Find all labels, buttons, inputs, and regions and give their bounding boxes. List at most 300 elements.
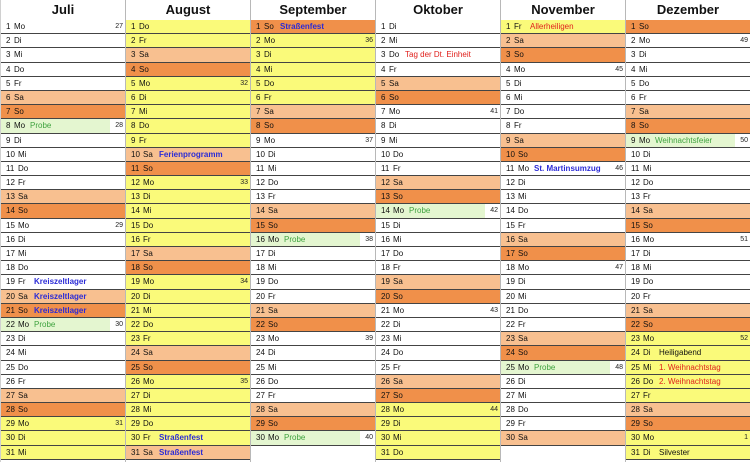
day-cell[interactable] bbox=[626, 318, 750, 332]
day-cell[interactable] bbox=[376, 318, 500, 332]
day-cell[interactable] bbox=[501, 176, 625, 190]
day-number: 9 bbox=[381, 135, 386, 145]
day-number: 22 bbox=[256, 319, 265, 329]
day-number: 19 bbox=[131, 277, 140, 287]
day-number: 30 bbox=[6, 433, 15, 443]
day-cell[interactable] bbox=[376, 403, 500, 417]
day-cell[interactable] bbox=[251, 190, 375, 204]
week-number: 32 bbox=[240, 79, 248, 87]
day-cell[interactable] bbox=[626, 346, 750, 360]
week-number: 27 bbox=[115, 23, 123, 30]
day-cell[interactable] bbox=[501, 375, 625, 389]
week-number: 40 bbox=[365, 434, 373, 442]
day-cell[interactable] bbox=[1, 403, 125, 417]
day-number: 18 bbox=[6, 263, 15, 273]
weekday-label: So bbox=[393, 192, 403, 202]
day-cell[interactable] bbox=[251, 91, 375, 105]
day-number: 13 bbox=[506, 192, 515, 202]
day-cell[interactable] bbox=[626, 91, 750, 105]
day-cell[interactable] bbox=[1, 332, 125, 346]
day-cell[interactable] bbox=[626, 261, 750, 275]
day-cell[interactable] bbox=[1, 91, 125, 105]
day-cell[interactable] bbox=[126, 233, 250, 247]
day-cell[interactable] bbox=[1, 318, 125, 332]
day-cell[interactable] bbox=[1, 63, 125, 77]
weekday-label: Mo bbox=[393, 305, 405, 315]
day-cell[interactable] bbox=[501, 332, 625, 346]
day-cell[interactable] bbox=[626, 162, 750, 176]
day-cell[interactable] bbox=[1, 431, 125, 445]
weekday-label: Do bbox=[643, 376, 654, 386]
day-cell[interactable] bbox=[251, 318, 375, 332]
day-cell[interactable] bbox=[126, 247, 250, 261]
day-cell[interactable] bbox=[251, 431, 375, 445]
day-cell[interactable] bbox=[626, 148, 750, 162]
day-cell[interactable] bbox=[501, 204, 625, 218]
day-cell[interactable] bbox=[501, 34, 625, 48]
day-number: 12 bbox=[506, 178, 515, 188]
weekday-label: Do bbox=[518, 206, 529, 216]
day-number: 28 bbox=[131, 405, 140, 415]
weekday-label: Mi bbox=[643, 163, 652, 173]
day-number: 8 bbox=[256, 121, 261, 131]
day-cell[interactable] bbox=[626, 304, 750, 318]
weekday-label: Fr bbox=[389, 64, 397, 74]
day-cell[interactable] bbox=[126, 34, 250, 48]
day-cell[interactable] bbox=[126, 403, 250, 417]
day-number: 6 bbox=[631, 92, 636, 102]
month-header: Dezember bbox=[656, 2, 720, 17]
day-number: 22 bbox=[131, 319, 140, 329]
day-cell[interactable] bbox=[251, 247, 375, 261]
day-number: 24 bbox=[381, 348, 390, 358]
month-column-august bbox=[125, 0, 250, 462]
day-cell[interactable] bbox=[501, 346, 625, 360]
day-cell[interactable] bbox=[126, 318, 250, 332]
week-number: 50 bbox=[740, 136, 748, 144]
day-cell[interactable] bbox=[376, 389, 500, 403]
day-cell[interactable] bbox=[126, 91, 250, 105]
day-cell[interactable] bbox=[251, 233, 375, 247]
day-cell[interactable] bbox=[626, 190, 750, 204]
day-number: 8 bbox=[381, 121, 386, 131]
day-cell[interactable] bbox=[126, 304, 250, 318]
day-number: 27 bbox=[506, 390, 515, 400]
event-label: St. Martinsumzug bbox=[534, 163, 601, 173]
weekday-label: Di bbox=[268, 149, 276, 159]
weekday-label: Do bbox=[389, 50, 400, 60]
day-cell[interactable] bbox=[501, 275, 625, 289]
day-cell[interactable] bbox=[626, 332, 750, 346]
day-cell[interactable] bbox=[251, 148, 375, 162]
day-cell[interactable] bbox=[251, 105, 375, 119]
day-cell[interactable] bbox=[501, 304, 625, 318]
week-number: 29 bbox=[115, 221, 123, 229]
day-cell[interactable] bbox=[1, 105, 125, 119]
weekday-label: Di bbox=[18, 334, 26, 344]
day-cell[interactable] bbox=[376, 346, 500, 360]
day-cell[interactable] bbox=[251, 375, 375, 389]
weekday-label: Di bbox=[393, 419, 401, 429]
day-cell[interactable] bbox=[126, 134, 250, 148]
day-cell[interactable] bbox=[626, 275, 750, 289]
day-number: 7 bbox=[256, 107, 261, 117]
day-cell[interactable] bbox=[251, 48, 375, 62]
weekday-label: Sa bbox=[639, 107, 649, 117]
weekday-label: Fr bbox=[518, 319, 526, 329]
day-cell[interactable] bbox=[626, 63, 750, 77]
day-cell[interactable] bbox=[251, 346, 375, 360]
weekday-label: Sa bbox=[14, 92, 24, 102]
day-cell[interactable] bbox=[626, 389, 750, 403]
day-cell[interactable] bbox=[626, 204, 750, 218]
day-cell[interactable] bbox=[501, 318, 625, 332]
day-cell[interactable] bbox=[626, 446, 750, 460]
day-cell[interactable] bbox=[126, 446, 250, 460]
weekday-label: So bbox=[639, 121, 649, 131]
day-cell[interactable] bbox=[126, 204, 250, 218]
day-cell[interactable] bbox=[251, 219, 375, 233]
day-cell[interactable] bbox=[1, 417, 125, 431]
day-cell[interactable] bbox=[376, 247, 500, 261]
day-number: 17 bbox=[381, 249, 390, 258]
weekday-label: So bbox=[143, 263, 153, 273]
day-cell[interactable] bbox=[126, 219, 250, 233]
day-number: 1 bbox=[6, 22, 11, 31]
day-cell[interactable] bbox=[626, 34, 750, 48]
weekday-label: Mi bbox=[518, 390, 527, 400]
day-cell[interactable] bbox=[126, 176, 250, 190]
day-cell[interactable] bbox=[376, 34, 500, 48]
day-cell[interactable] bbox=[1, 77, 125, 91]
day-cell[interactable] bbox=[501, 361, 625, 375]
day-number: 10 bbox=[381, 149, 390, 159]
day-cell[interactable] bbox=[1, 148, 125, 162]
weekday-label: Sa bbox=[643, 206, 653, 216]
day-cell[interactable] bbox=[126, 148, 250, 162]
day-cell[interactable] bbox=[126, 417, 250, 431]
weekday-label: So bbox=[264, 121, 274, 131]
weekday-label: Mo bbox=[639, 135, 651, 145]
day-cell[interactable] bbox=[626, 247, 750, 261]
weekday-label: Sa bbox=[143, 447, 153, 457]
day-cell[interactable] bbox=[1, 304, 125, 318]
day-number: 26 bbox=[506, 376, 515, 386]
weekday-label: Fr bbox=[143, 433, 151, 443]
day-cell[interactable] bbox=[376, 233, 500, 247]
weekday-label: So bbox=[14, 107, 24, 117]
day-cell[interactable] bbox=[126, 431, 250, 445]
weekday-label: Di bbox=[518, 277, 526, 287]
day-cell[interactable] bbox=[376, 375, 500, 389]
day-number: 3 bbox=[256, 50, 261, 60]
day-cell[interactable] bbox=[501, 63, 625, 77]
day-cell[interactable] bbox=[126, 162, 250, 176]
day-cell[interactable] bbox=[626, 20, 750, 34]
weekday-label: Mi bbox=[518, 192, 527, 202]
day-cell[interactable] bbox=[626, 48, 750, 62]
day-cell[interactable] bbox=[251, 63, 375, 77]
day-cell[interactable] bbox=[126, 190, 250, 204]
day-cell[interactable] bbox=[376, 417, 500, 431]
day-cell[interactable] bbox=[501, 148, 625, 162]
day-number: 23 bbox=[256, 334, 265, 344]
day-number: 22 bbox=[631, 319, 640, 329]
day-cell[interactable] bbox=[501, 290, 625, 304]
day-number: 14 bbox=[381, 206, 390, 216]
week-number: 51 bbox=[740, 235, 748, 243]
week-number: 30 bbox=[115, 320, 123, 328]
weekday-label: Fr bbox=[393, 362, 401, 372]
day-cell[interactable] bbox=[376, 446, 500, 460]
weekday-label: Mo bbox=[18, 319, 30, 329]
day-cell[interactable] bbox=[501, 431, 625, 445]
day-cell[interactable] bbox=[376, 119, 500, 133]
weekday-label: Mo bbox=[139, 78, 151, 88]
day-number: 9 bbox=[131, 135, 136, 145]
month-header: Juli bbox=[51, 2, 75, 17]
day-cell[interactable] bbox=[501, 417, 625, 431]
day-cell[interactable] bbox=[251, 134, 375, 148]
day-cell[interactable] bbox=[251, 290, 375, 304]
day-cell[interactable] bbox=[376, 63, 500, 77]
day-number: 23 bbox=[381, 334, 390, 344]
day-cell[interactable] bbox=[626, 119, 750, 133]
day-cell[interactable] bbox=[376, 176, 500, 190]
day-number: 6 bbox=[381, 92, 386, 102]
weekday-label: Di bbox=[518, 376, 526, 386]
month-column-oktober bbox=[375, 0, 500, 462]
day-cell[interactable] bbox=[501, 233, 625, 247]
day-number: 25 bbox=[631, 362, 640, 372]
day-cell[interactable] bbox=[251, 275, 375, 289]
day-cell[interactable] bbox=[126, 346, 250, 360]
weekday-label: Mo bbox=[518, 263, 530, 273]
day-cell[interactable] bbox=[251, 20, 375, 34]
day-cell[interactable] bbox=[376, 190, 500, 204]
day-cell[interactable] bbox=[501, 20, 625, 34]
day-cell[interactable] bbox=[376, 275, 500, 289]
day-cell[interactable] bbox=[501, 77, 625, 91]
weekday-label: Fr bbox=[268, 192, 276, 202]
day-number: 26 bbox=[131, 376, 140, 386]
day-cell[interactable] bbox=[251, 332, 375, 346]
weekday-label: Fr bbox=[268, 390, 276, 400]
day-number: 30 bbox=[631, 433, 640, 443]
day-cell[interactable] bbox=[376, 361, 500, 375]
day-cell[interactable] bbox=[376, 204, 500, 218]
day-cell[interactable] bbox=[376, 20, 500, 34]
day-number: 21 bbox=[256, 305, 265, 315]
day-cell[interactable] bbox=[126, 375, 250, 389]
day-cell[interactable] bbox=[501, 247, 625, 261]
weekday-label: Di bbox=[264, 50, 272, 60]
weekday-label: Sa bbox=[643, 305, 653, 315]
event-label: 1. Weihnachtstag bbox=[659, 362, 721, 372]
day-cell[interactable] bbox=[376, 134, 500, 148]
day-cell[interactable] bbox=[126, 119, 250, 133]
day-cell[interactable] bbox=[126, 77, 250, 91]
day-cell[interactable] bbox=[1, 219, 125, 233]
day-cell[interactable] bbox=[626, 134, 750, 148]
day-cell[interactable] bbox=[626, 431, 750, 445]
weekday-label: Sa bbox=[18, 390, 28, 400]
day-cell[interactable] bbox=[251, 389, 375, 403]
day-cell[interactable] bbox=[1, 275, 125, 289]
day-number: 8 bbox=[631, 121, 636, 131]
day-number: 21 bbox=[131, 305, 140, 315]
day-cell[interactable] bbox=[376, 148, 500, 162]
day-number: 7 bbox=[506, 107, 511, 117]
day-cell[interactable] bbox=[1, 134, 125, 148]
day-cell[interactable] bbox=[501, 48, 625, 62]
day-cell[interactable] bbox=[376, 219, 500, 233]
day-cell[interactable] bbox=[126, 20, 250, 34]
day-cell[interactable] bbox=[376, 431, 500, 445]
weekday-label: Di bbox=[639, 50, 647, 60]
day-cell[interactable] bbox=[376, 91, 500, 105]
weekday-label: So bbox=[643, 419, 653, 429]
day-cell[interactable] bbox=[251, 77, 375, 91]
day-cell[interactable] bbox=[501, 134, 625, 148]
day-cell[interactable] bbox=[251, 176, 375, 190]
day-cell[interactable] bbox=[626, 233, 750, 247]
day-cell[interactable] bbox=[251, 162, 375, 176]
day-number: 25 bbox=[6, 362, 15, 372]
day-cell[interactable] bbox=[376, 77, 500, 91]
day-cell[interactable] bbox=[126, 389, 250, 403]
day-cell[interactable] bbox=[501, 219, 625, 233]
day-cell[interactable] bbox=[626, 361, 750, 375]
day-cell[interactable] bbox=[501, 403, 625, 417]
day-number: 25 bbox=[381, 362, 390, 372]
day-cell[interactable] bbox=[376, 162, 500, 176]
day-cell[interactable] bbox=[376, 105, 500, 119]
day-cell[interactable] bbox=[1, 190, 125, 204]
day-cell[interactable] bbox=[126, 332, 250, 346]
day-number: 3 bbox=[506, 50, 511, 60]
day-cell[interactable] bbox=[626, 176, 750, 190]
weekday-label: Mo bbox=[393, 206, 405, 216]
day-number: 16 bbox=[381, 234, 390, 244]
event-label: Probe bbox=[409, 206, 431, 216]
day-cell[interactable] bbox=[126, 290, 250, 304]
day-cell[interactable] bbox=[626, 77, 750, 91]
day-cell[interactable] bbox=[626, 403, 750, 417]
day-cell[interactable] bbox=[501, 105, 625, 119]
day-cell[interactable] bbox=[1, 290, 125, 304]
day-number: 13 bbox=[381, 192, 390, 202]
weekday-label: Mo bbox=[518, 163, 530, 173]
day-cell[interactable] bbox=[1, 233, 125, 247]
day-cell[interactable] bbox=[1, 204, 125, 218]
event-label: Straßenfest bbox=[159, 433, 204, 443]
day-cell[interactable] bbox=[1, 247, 125, 261]
day-cell[interactable] bbox=[251, 403, 375, 417]
day-cell[interactable] bbox=[626, 290, 750, 304]
day-cell[interactable] bbox=[251, 34, 375, 48]
week-number: 49 bbox=[740, 37, 748, 45]
day-number: 6 bbox=[131, 92, 136, 102]
day-cell[interactable] bbox=[626, 105, 750, 119]
day-cell[interactable] bbox=[126, 275, 250, 289]
day-number: 5 bbox=[6, 78, 11, 88]
day-number: 30 bbox=[381, 433, 390, 443]
day-cell[interactable] bbox=[1, 375, 125, 389]
month-header: September bbox=[279, 2, 347, 17]
weekday-label: Do bbox=[139, 22, 150, 31]
day-cell[interactable] bbox=[376, 304, 500, 318]
day-cell[interactable] bbox=[251, 417, 375, 431]
day-number: 8 bbox=[6, 121, 11, 131]
day-cell[interactable] bbox=[1, 20, 125, 34]
day-cell[interactable] bbox=[126, 48, 250, 62]
day-cell[interactable] bbox=[376, 48, 500, 62]
day-number: 2 bbox=[131, 36, 136, 46]
day-cell[interactable] bbox=[1, 446, 125, 460]
weekday-label: Do bbox=[264, 78, 275, 88]
month-column-juli bbox=[0, 0, 125, 462]
day-number: 11 bbox=[381, 163, 390, 173]
weekday-label: Do bbox=[518, 305, 529, 315]
day-cell[interactable] bbox=[251, 204, 375, 218]
day-cell[interactable] bbox=[376, 261, 500, 275]
weekday-label: Fr bbox=[514, 121, 522, 131]
day-cell[interactable] bbox=[626, 219, 750, 233]
day-cell[interactable] bbox=[126, 361, 250, 375]
day-cell[interactable] bbox=[501, 91, 625, 105]
day-cell[interactable] bbox=[1, 361, 125, 375]
day-cell[interactable] bbox=[1, 34, 125, 48]
day-number: 1 bbox=[131, 22, 136, 31]
day-cell[interactable] bbox=[501, 261, 625, 275]
day-number: 4 bbox=[631, 64, 636, 74]
day-cell[interactable] bbox=[1, 162, 125, 176]
day-cell[interactable] bbox=[501, 190, 625, 204]
day-cell[interactable] bbox=[251, 304, 375, 318]
day-cell[interactable] bbox=[1, 48, 125, 62]
weekday-label: Do bbox=[639, 78, 650, 88]
day-number: 28 bbox=[631, 405, 640, 415]
day-cell[interactable] bbox=[251, 261, 375, 275]
day-cell[interactable] bbox=[376, 290, 500, 304]
day-number: 15 bbox=[381, 220, 390, 230]
day-cell[interactable] bbox=[1, 261, 125, 275]
day-cell[interactable] bbox=[501, 119, 625, 133]
weekday-label: So bbox=[518, 348, 528, 358]
day-cell[interactable] bbox=[251, 119, 375, 133]
day-cell[interactable] bbox=[126, 105, 250, 119]
day-cell[interactable] bbox=[126, 63, 250, 77]
weekday-label: Sa bbox=[268, 405, 278, 415]
day-cell[interactable] bbox=[1, 389, 125, 403]
day-cell[interactable] bbox=[126, 261, 250, 275]
weekday-label: Mo bbox=[264, 135, 276, 145]
day-cell[interactable] bbox=[501, 389, 625, 403]
day-cell[interactable] bbox=[251, 361, 375, 375]
day-cell[interactable] bbox=[501, 162, 625, 176]
day-cell[interactable] bbox=[1, 346, 125, 360]
day-cell[interactable] bbox=[626, 417, 750, 431]
day-cell[interactable] bbox=[1, 119, 125, 133]
weekday-label: Fr bbox=[143, 234, 151, 244]
day-number: 18 bbox=[506, 263, 515, 273]
day-cell[interactable] bbox=[1, 176, 125, 190]
day-number: 19 bbox=[6, 277, 15, 287]
day-cell[interactable] bbox=[376, 332, 500, 346]
weekday-label: Sa bbox=[393, 178, 403, 188]
day-cell[interactable] bbox=[626, 375, 750, 389]
